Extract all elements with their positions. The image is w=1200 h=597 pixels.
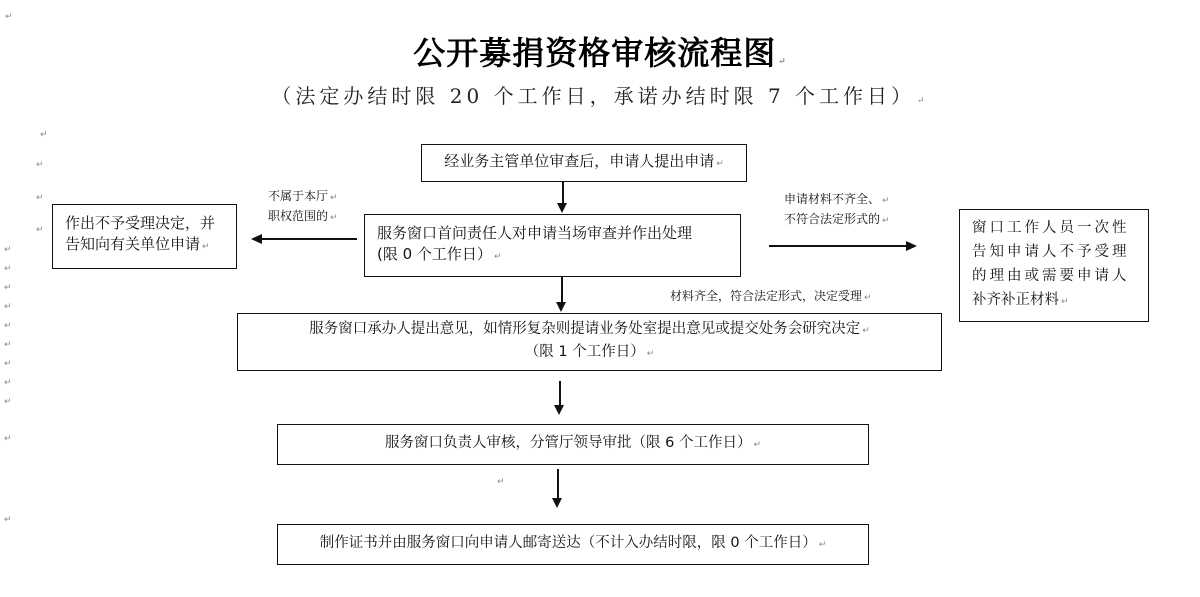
left-result-line-1: 作出不予受理决定，并: [65, 214, 216, 232]
step-1-text: [422, 151, 746, 175]
paragraph-mark: ↵: [497, 477, 505, 487]
paragraph-mark: ↵: [1061, 297, 1069, 307]
step-3-box: [237, 313, 942, 371]
connector-line: [562, 182, 564, 203]
step-2-box: [364, 214, 741, 277]
paragraph-mark: ↵: [716, 159, 724, 169]
step-2-line-1: 服务窗口首问责任人对申请当场审查并作出处理: [377, 224, 693, 242]
left-result-box: [52, 204, 237, 269]
paragraph-mark: ↵: [917, 96, 929, 106]
paragraph-mark: ↵: [4, 434, 12, 444]
paragraph-mark: ↵: [36, 225, 44, 235]
left-branch-condition: [268, 187, 338, 227]
paragraph-mark: ↵: [4, 340, 12, 350]
connector-line: [561, 277, 563, 302]
arrow-down-icon: [557, 203, 567, 213]
paragraph-mark: ↵: [818, 540, 827, 550]
connector-line: [262, 238, 357, 240]
paragraph-mark: ↵: [753, 440, 761, 450]
step-1-box: [421, 144, 747, 182]
paragraph-mark: ↵: [330, 193, 338, 203]
paragraph-mark: ↵: [864, 293, 872, 303]
page-subtitle-text: （法定办结时限 20 个工作日，承诺办结时限 7 个工作日）: [271, 84, 916, 108]
arrow-down-icon: [552, 498, 562, 508]
paragraph-mark: ↵: [330, 213, 338, 223]
paragraph-mark: ↵: [4, 397, 12, 407]
paragraph-mark: ↵: [40, 130, 48, 140]
connector-line: [769, 245, 907, 247]
paragraph-mark: ↵: [4, 515, 12, 525]
step-3-line-2: （限 1 个工作日）: [524, 344, 645, 360]
right-result-box: [959, 209, 1149, 322]
page-title-text: 公开募捐资格审核流程图: [413, 34, 777, 72]
page-subtitle: [0, 80, 1200, 109]
paragraph-mark: ↵: [202, 242, 210, 252]
right-condition-line-2: 不符合法定形式的: [784, 212, 881, 226]
step-4-text: 服务窗口负责人审核，分管厅领导审批（限 6 个工作日）: [385, 435, 752, 451]
accept-condition: [670, 287, 872, 307]
paragraph-mark: ↵: [4, 302, 12, 312]
left-result-line-2: 告知向有关单位申请: [65, 235, 201, 253]
step-5-text: 制作证书并由服务窗口向申请人邮寄送达（不计入办结时限，限 0 个工作日）: [319, 535, 817, 551]
paragraph-mark: ↵: [4, 283, 12, 293]
paragraph-mark: ↵: [862, 326, 870, 336]
paragraph-mark: ↵: [4, 359, 12, 369]
paragraph-mark: ↵: [36, 160, 44, 170]
paragraph-mark: ↵: [493, 252, 502, 262]
accept-condition-text: 材料齐全，符合法定形式，决定受理: [670, 289, 863, 303]
left-condition-line-2: 职权范围的: [268, 209, 329, 223]
arrow-down-icon: [556, 302, 566, 312]
step-5-box: [277, 524, 869, 565]
page-title: [0, 28, 1200, 74]
paragraph-mark: ↵: [4, 378, 12, 388]
arrow-right-icon: [906, 241, 917, 251]
connector-line: [557, 469, 559, 498]
right-result-line-2: 告知申请人不予受理: [972, 244, 1130, 260]
step-1-label: 经业务主管单位审查后，申请人提出申请: [444, 152, 715, 170]
right-result-line-3: 的理由或需要申请人: [972, 268, 1130, 284]
step-4-box: [277, 424, 869, 465]
right-branch-condition: [784, 190, 890, 230]
step-3-line-1: 服务窗口承办人提出意见，如情形复杂则提请业务处室提出意见或提交处务会研究决定: [309, 321, 861, 337]
step-2-line-2-text: (限 0 个工作日）: [377, 245, 492, 263]
paragraph-mark: ↵: [4, 321, 12, 331]
paragraph-mark: ↵: [4, 264, 12, 274]
connector-line: [559, 381, 561, 405]
step-2-line-2: [377, 244, 728, 268]
right-result-line-4: 补齐补正材料: [972, 292, 1059, 308]
paragraph-mark: ↵: [5, 12, 13, 22]
left-condition-line-1: 不属于本厅: [268, 189, 329, 203]
paragraph-mark: ↵: [4, 245, 12, 255]
arrow-left-icon: [251, 234, 262, 244]
paragraph-mark: ↵: [882, 196, 890, 206]
paragraph-mark: ↵: [882, 216, 890, 226]
right-result-line-1: 窗口工作人员一次性: [972, 220, 1130, 236]
paragraph-mark: ↵: [646, 349, 655, 359]
paragraph-mark: ↵: [778, 57, 787, 67]
arrow-down-icon: [554, 405, 564, 415]
right-condition-line-1: 申请材料不齐全、: [784, 192, 881, 206]
paragraph-mark: ↵: [36, 193, 44, 203]
